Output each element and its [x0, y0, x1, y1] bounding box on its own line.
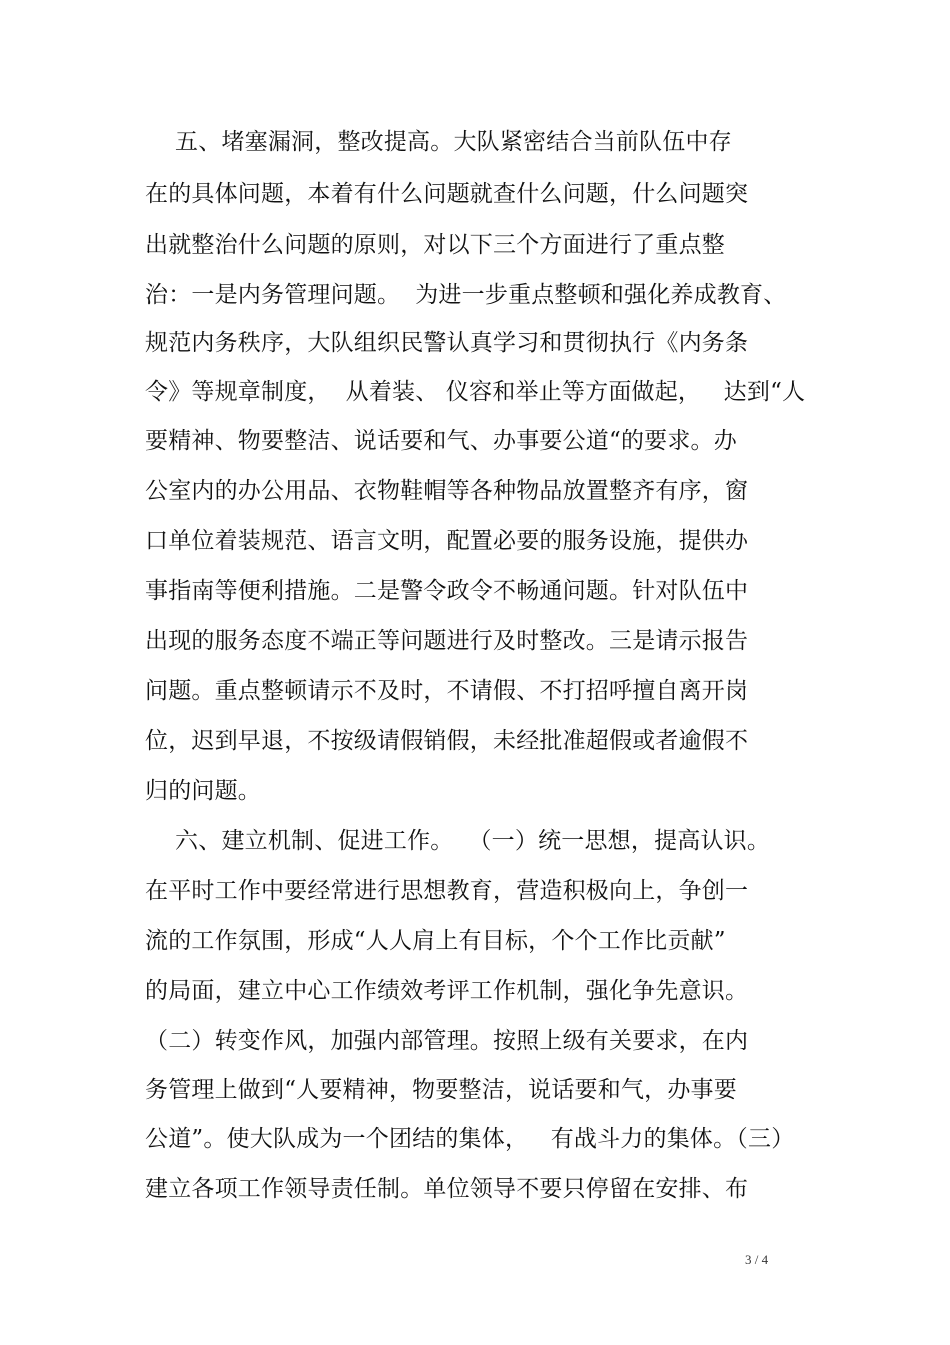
- text-line: 问题。重点整顿请示不及时，不请假、不打招呼擅自离开岗: [145, 678, 749, 704]
- text-line: 出现的服务态度不端正等问题进行及时整改。三是请示报告: [145, 628, 749, 654]
- text-line: 公道”。使大队成为一个团结的集体， 有战斗力的集体。（三）: [145, 1126, 795, 1152]
- page-number: 3 / 4: [745, 1252, 769, 1267]
- text-line: 五、堵塞漏洞，整改提高。大队紧密结合当前队伍中存: [145, 129, 732, 155]
- text-line: 六、建立机制、促进工作。 （一）统一思想，提高认识。: [145, 828, 771, 854]
- text-line: 治：一是内务管理问题。 为进一步重点整顿和强化养成教育、: [145, 282, 787, 308]
- text-line: 在平时工作中要经常进行思想教育，营造积极向上，争创一: [145, 878, 749, 904]
- text-line: 规范内务秩序，大队组织民警认真学习和贯彻执行《内务条: [145, 330, 749, 356]
- text-line: 在的具体问题，本着有什么问题就查什么问题，什么问题突: [145, 181, 749, 207]
- text-line: 位，迟到早退，不按级请假销假，未经批准超假或者逾假不: [145, 728, 749, 754]
- text-line: 要精神、物要整洁、说话要和气、办事要公道“的要求。办: [145, 428, 737, 454]
- text-line: 归的问题。: [145, 778, 261, 804]
- text-line: （二）转变作风，加强内部管理。按照上级有关要求，在内: [145, 1028, 749, 1054]
- text-line: 的局面，建立中心工作绩效考评工作机制，强化争先意识。: [145, 978, 749, 1004]
- text-line: 公室内的办公用品、衣物鞋帽等各种物品放置整齐有序，窗: [145, 478, 749, 504]
- text-line: 务管理上做到“人要精神，物要整洁，说话要和气，办事要: [145, 1077, 737, 1103]
- text-line: 事指南等便利措施。二是警令政令不畅通问题。针对队伍中: [145, 578, 749, 604]
- text-line: 令》等规章制度， 从着装、 仪容和举止等方面做起， 达到“人: [145, 379, 806, 405]
- text-line: 流的工作氛围，形成“人人肩上有目标，个个工作比贡献”: [145, 928, 726, 954]
- text-line: 口单位着装规范、语言文明，配置必要的服务设施，提供办: [145, 528, 749, 554]
- text-line: 建立各项工作领导责任制。单位领导不要只停留在安排、布: [145, 1176, 749, 1202]
- text-line: 出就整治什么问题的原则，对以下三个方面进行了重点整: [145, 232, 725, 258]
